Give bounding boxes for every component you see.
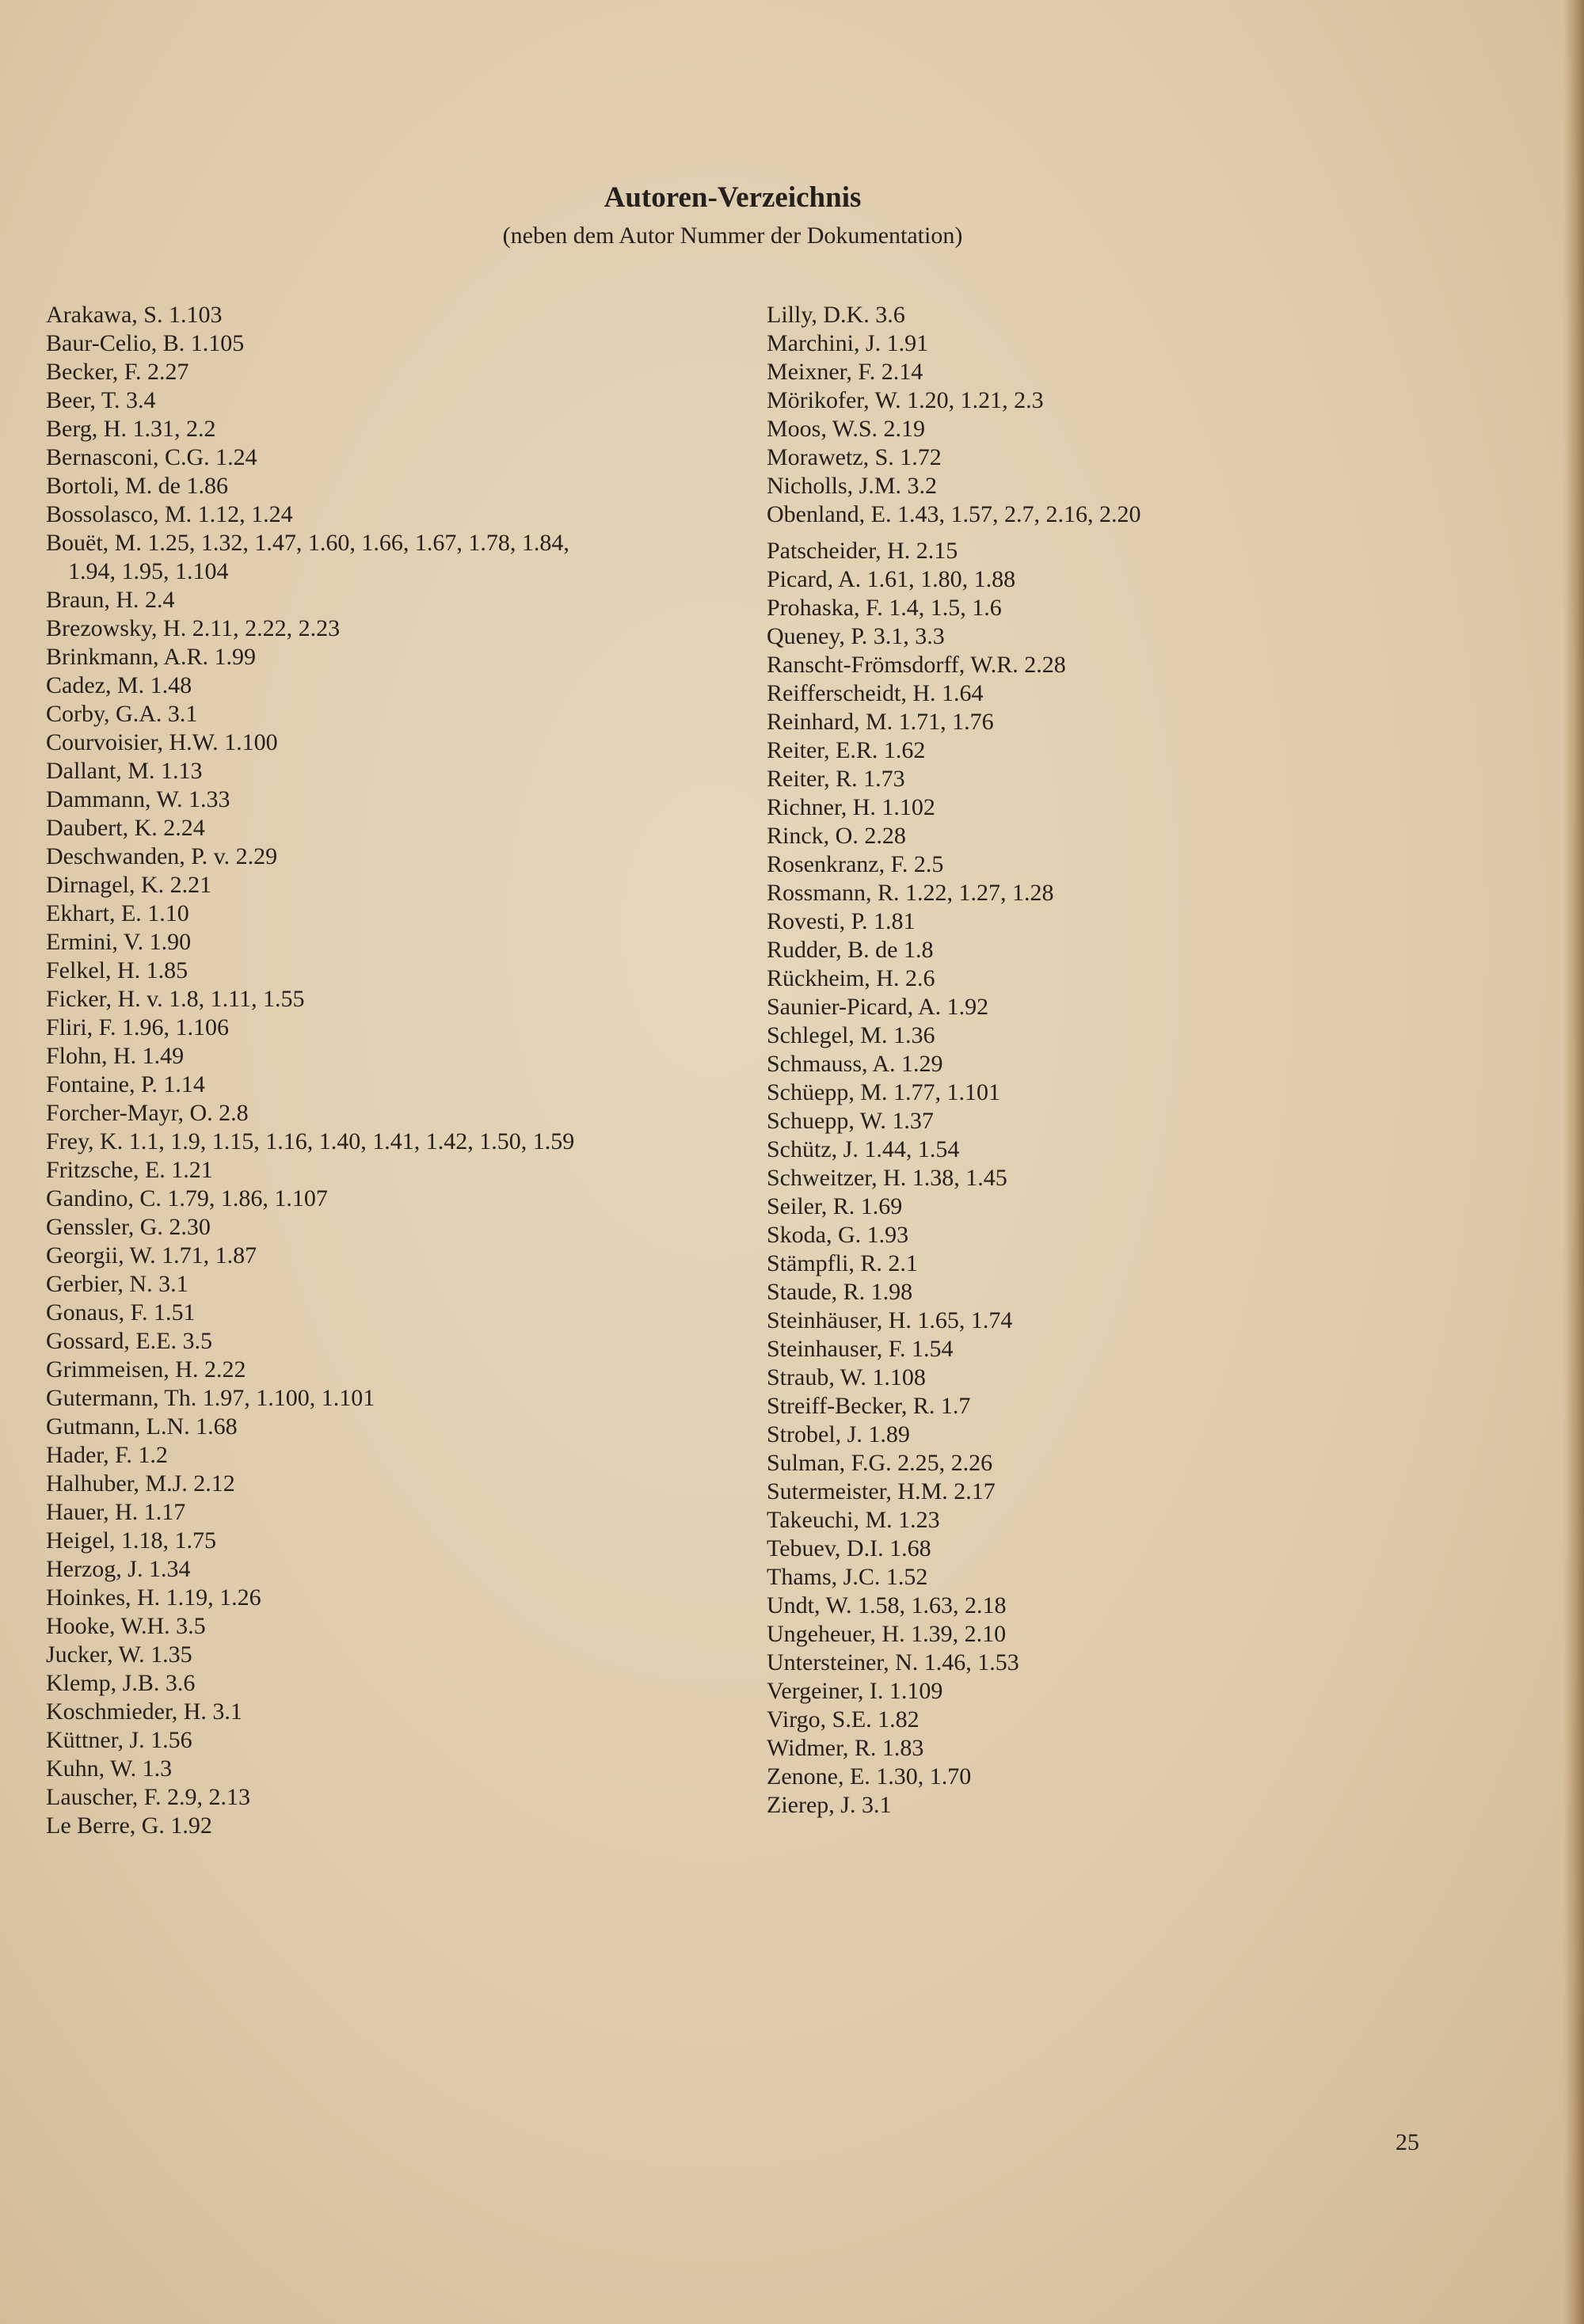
author-entry: Le Berre, G. 1.92 <box>46 1812 212 1839</box>
author-entry: Morawetz, S. 1.72 <box>767 444 942 470</box>
author-entry: Schütz, J. 1.44, 1.54 <box>767 1136 960 1162</box>
author-entry: Brezowsky, H. 2.11, 2.22, 2.23 <box>46 615 341 641</box>
author-entry: Takeuchi, M. 1.23 <box>767 1507 940 1533</box>
author-entry: Moos, W.S. 2.19 <box>767 416 926 442</box>
author-entry: Gandino, C. 1.79, 1.86, 1.107 <box>46 1185 328 1211</box>
author-entry: Queney, P. 3.1, 3.3 <box>767 623 945 649</box>
author-entry: Berg, H. 1.31, 2.2 <box>46 416 216 442</box>
author-entry: Halhuber, M.J. 2.12 <box>46 1470 235 1497</box>
author-entry: Virgo, S.E. 1.82 <box>767 1706 920 1733</box>
page-number: 25 <box>1396 2129 1419 2155</box>
author-entry: Baur-Celio, B. 1.105 <box>46 330 245 356</box>
author-entry: Widmer, R. 1.83 <box>767 1735 924 1761</box>
author-entry: Brinkmann, A.R. 1.99 <box>46 644 257 670</box>
author-entry: Seiler, R. 1.69 <box>767 1193 903 1219</box>
author-entry: Meixner, F. 2.14 <box>767 359 923 385</box>
author-entry: Reiter, R. 1.73 <box>767 766 905 792</box>
author-entry: Herzog, J. 1.34 <box>46 1556 191 1582</box>
author-entry: Untersteiner, N. 1.46, 1.53 <box>767 1649 1019 1675</box>
author-entry: Skoda, G. 1.93 <box>767 1222 909 1248</box>
author-entry: Frey, K. 1.1, 1.9, 1.15, 1.16, 1.40, 1.41, 1.42, 1.50, 1.59 <box>46 1128 575 1154</box>
author-entry: Courvoisier, H.W. 1.100 <box>46 729 278 755</box>
author-entry: Gossard, E.E. 3.5 <box>46 1328 212 1354</box>
author-entry: Arakawa, S. 1.103 <box>46 302 223 328</box>
author-entry: Braun, H. 2.4 <box>46 587 175 613</box>
author-entry: Jucker, W. 1.35 <box>46 1641 192 1668</box>
author-entry: Thams, J.C. 1.52 <box>767 1564 928 1590</box>
author-entry: Hauer, H. 1.17 <box>46 1499 186 1525</box>
author-entry: Stämpfli, R. 2.1 <box>767 1250 918 1276</box>
author-entry: Saunier-Picard, A. 1.92 <box>767 994 989 1020</box>
author-entry: Gutmann, L.N. 1.68 <box>46 1413 238 1440</box>
author-entry: Hader, F. 1.2 <box>46 1442 168 1468</box>
author-entry: Gonaus, F. 1.51 <box>46 1299 196 1326</box>
author-entry: Daubert, K. 2.24 <box>46 815 205 841</box>
author-entry: Bernasconi, C.G. 1.24 <box>46 444 257 470</box>
author-entry: Ficker, H. v. 1.8, 1.11, 1.55 <box>46 986 305 1012</box>
author-entry: Schuepp, W. 1.37 <box>767 1108 934 1134</box>
page-subtitle: (neben dem Autor Nummer der Dokumentation) <box>502 223 963 249</box>
author-entry: Schweitzer, H. 1.38, 1.45 <box>767 1165 1007 1191</box>
author-entry: Ermini, V. 1.90 <box>46 929 192 955</box>
author-entry: Ekhart, E. 1.10 <box>46 900 189 926</box>
author-entry: Genssler, G. 2.30 <box>46 1214 211 1240</box>
author-entry: Fritzsche, E. 1.21 <box>46 1157 213 1183</box>
author-entry: Reiter, E.R. 1.62 <box>767 737 926 763</box>
page-title: Autoren-Verzeichnis <box>604 181 862 214</box>
author-entry: Schmauss, A. 1.29 <box>767 1051 943 1077</box>
author-entry: Georgii, W. 1.71, 1.87 <box>46 1242 257 1269</box>
author-entry: Heigel, 1.18, 1.75 <box>46 1527 216 1554</box>
author-entry: Vergeiner, I. 1.109 <box>767 1678 943 1704</box>
author-entry: Gerbier, N. 3.1 <box>46 1271 188 1297</box>
author-entry: Dirnagel, K. 2.21 <box>46 872 212 898</box>
author-entry: Rinck, O. 2.28 <box>767 823 906 849</box>
author-entry: Marchini, J. 1.91 <box>767 330 929 356</box>
author-entry: Becker, F. 2.27 <box>46 359 189 385</box>
author-entry: Schlegel, M. 1.36 <box>767 1022 935 1048</box>
author-entry: Schüepp, M. 1.77, 1.101 <box>767 1079 1000 1105</box>
author-entry: Patscheider, H. 2.15 <box>767 538 958 564</box>
author-entry: Cadez, M. 1.48 <box>46 672 192 698</box>
author-entry: Dallant, M. 1.13 <box>46 758 203 784</box>
author-entry: Forcher-Mayr, O. 2.8 <box>46 1100 249 1126</box>
author-entry: Fontaine, P. 1.14 <box>46 1071 205 1097</box>
page-edge-shadow <box>1563 0 1584 2324</box>
author-entry: Strobel, J. 1.89 <box>767 1421 910 1447</box>
author-entry: Fliri, F. 1.96, 1.106 <box>46 1014 229 1040</box>
author-entry: Obenland, E. 1.43, 1.57, 2.7, 2.16, 2.20 <box>767 501 1141 527</box>
author-entry: Steinhäuser, H. 1.65, 1.74 <box>767 1307 1013 1333</box>
author-entry: Klemp, J.B. 3.6 <box>46 1670 196 1696</box>
author-entry-continuation: 1.94, 1.95, 1.104 <box>68 558 229 584</box>
author-entry: Corby, G.A. 3.1 <box>46 701 198 727</box>
author-entry: Rovesti, P. 1.81 <box>767 908 916 934</box>
author-entry: Dammann, W. 1.33 <box>46 786 230 812</box>
author-entry: Reinhard, M. 1.71, 1.76 <box>767 709 994 735</box>
author-entry: Bouët, M. 1.25, 1.32, 1.47, 1.60, 1.66, 1.67, 1.78, 1.84, 1.94, 1.95, 1.104 <box>46 530 569 584</box>
author-entry: Picard, A. 1.61, 1.80, 1.88 <box>767 566 1016 592</box>
author-entry: Streiff-Becker, R. 1.7 <box>767 1393 971 1419</box>
author-entry: Rückheim, H. 2.6 <box>767 965 935 991</box>
author-entry: Bossolasco, M. 1.12, 1.24 <box>46 501 293 527</box>
author-entry: Prohaska, F. 1.4, 1.5, 1.6 <box>767 595 1002 621</box>
author-entry: Beer, T. 3.4 <box>46 387 156 413</box>
author-entry: Tebuev, D.I. 1.68 <box>767 1535 931 1561</box>
author-entry: Kuhn, W. 1.3 <box>46 1755 173 1782</box>
author-entry: Sulman, F.G. 2.25, 2.26 <box>767 1450 993 1476</box>
author-entry: Gutermann, Th. 1.97, 1.100, 1.101 <box>46 1385 375 1411</box>
author-entry: Hooke, W.H. 3.5 <box>46 1613 206 1639</box>
author-entry: Koschmieder, H. 3.1 <box>46 1698 242 1725</box>
author-entry: Rosenkranz, F. 2.5 <box>767 851 944 877</box>
author-entry: Küttner, J. 1.56 <box>46 1727 192 1753</box>
author-entry: Zierep, J. 3.1 <box>767 1792 892 1818</box>
author-entry: Zenone, E. 1.30, 1.70 <box>767 1763 972 1790</box>
author-entry: Deschwanden, P. v. 2.29 <box>46 843 278 869</box>
author-entry: Flohn, H. 1.49 <box>46 1043 185 1069</box>
author-entry: Rossmann, R. 1.22, 1.27, 1.28 <box>767 880 1054 906</box>
author-entry: Mörikofer, W. 1.20, 1.21, 2.3 <box>767 387 1044 413</box>
author-entry: Lilly, D.K. 3.6 <box>767 302 905 328</box>
author-entry: Rudder, B. de 1.8 <box>767 937 934 963</box>
author-entry: Reifferscheidt, H. 1.64 <box>767 680 984 706</box>
author-entry: Straub, W. 1.108 <box>767 1364 926 1390</box>
author-entry: Ungeheuer, H. 1.39, 2.10 <box>767 1621 1007 1647</box>
author-entry: Hoinkes, H. 1.19, 1.26 <box>46 1584 261 1611</box>
author-entry: Sutermeister, H.M. 2.17 <box>767 1478 996 1504</box>
author-entry: Nicholls, J.M. 3.2 <box>767 473 938 499</box>
author-entry: Steinhauser, F. 1.54 <box>767 1336 954 1362</box>
author-entry: Lauscher, F. 2.9, 2.13 <box>46 1784 251 1810</box>
author-entry: Felkel, H. 1.85 <box>46 957 188 983</box>
author-entry: Bortoli, M. de 1.86 <box>46 473 228 499</box>
author-entry: Richner, H. 1.102 <box>767 794 935 820</box>
author-entry: Grimmeisen, H. 2.22 <box>46 1356 246 1383</box>
author-entry: Undt, W. 1.58, 1.63, 2.18 <box>767 1592 1007 1618</box>
author-entry: Ranscht-Frömsdorff, W.R. 2.28 <box>767 652 1066 678</box>
author-entry: Staude, R. 1.98 <box>767 1279 913 1305</box>
